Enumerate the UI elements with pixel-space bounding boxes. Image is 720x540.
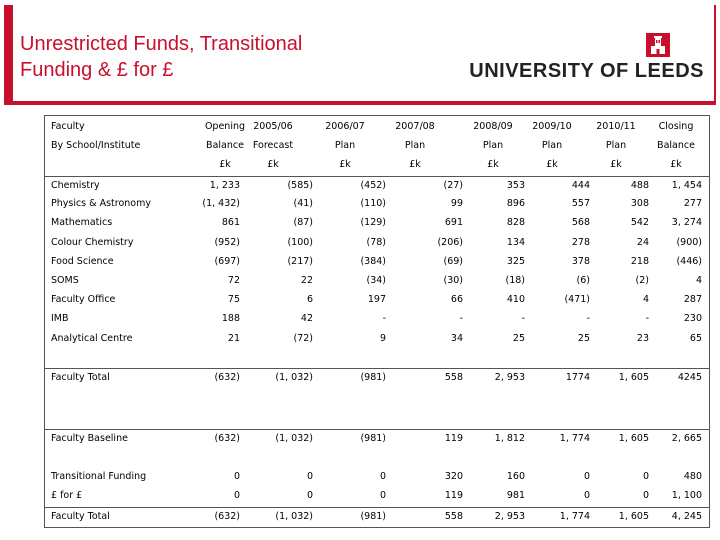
slide-title-line-2: Funding & £ for £: [20, 59, 174, 81]
slide-title-line-1: Unrestricted Funds, Transitional: [20, 33, 303, 55]
table-cell: (632): [214, 511, 240, 522]
table-cell: 188: [221, 313, 240, 325]
row-label: By School/Institute: [51, 140, 141, 151]
table-cell: 0: [583, 490, 590, 501]
column-header: 2005/06: [253, 121, 293, 132]
table-cell: 1, 605: [618, 511, 649, 522]
table-cell: 488: [630, 180, 649, 191]
table-cell: (217): [287, 255, 313, 267]
table-cell: 325: [506, 255, 525, 267]
tower-crest-icon: [645, 32, 671, 58]
table-cell: (110): [360, 198, 386, 210]
summary-row: [45, 468, 709, 486]
table-cell: 4, 245: [671, 511, 702, 522]
table-row: [45, 214, 709, 232]
table-cell: 0: [379, 490, 386, 501]
row-label: Transitional Funding: [51, 471, 147, 482]
table-cell: 6: [306, 294, 313, 306]
table-cell: (41): [293, 198, 313, 210]
table-cell: 320: [444, 471, 463, 482]
column-header: £k: [339, 159, 351, 170]
table-cell: 0: [642, 490, 649, 501]
table-cell: 24: [636, 236, 649, 248]
table-cell: 981: [506, 490, 525, 501]
column-header: Closing: [658, 121, 694, 132]
table-cell: 3, 274: [671, 217, 702, 229]
table-cell: 119: [444, 433, 463, 444]
table-cell: (2): [635, 275, 649, 286]
column-header: Opening: [204, 121, 246, 132]
table-cell: 1, 454: [671, 180, 702, 191]
table-cell: 278: [571, 236, 590, 248]
table-cell: 42: [300, 313, 313, 325]
table-row: [45, 330, 709, 348]
table-cell: (129): [360, 217, 386, 229]
table-cell: 22: [300, 275, 313, 286]
university-logo: [469, 30, 704, 90]
table-cell: (1, 032): [275, 433, 313, 444]
table-cell: 218: [630, 255, 649, 267]
table-cell: (632): [214, 372, 240, 383]
slide-title: [20, 31, 400, 83]
table-cell: (452): [360, 180, 386, 191]
table-row: [45, 291, 709, 309]
column-header: £k: [487, 159, 499, 170]
header-row: [45, 118, 709, 136]
table-cell: 896: [506, 198, 525, 210]
row-label: Chemistry: [51, 180, 100, 191]
table-cell: 308: [630, 198, 649, 210]
table-cell: (981): [360, 433, 386, 444]
table-cell: 65: [689, 332, 702, 344]
table-cell: 66: [450, 294, 463, 306]
table-cell: (72): [293, 332, 313, 344]
table-cell: 1, 774: [559, 511, 590, 522]
table-cell: 444: [571, 180, 590, 191]
column-header: Plan: [605, 140, 627, 151]
column-header: 2007/08: [395, 121, 435, 132]
table-cell: -: [459, 313, 463, 325]
table-cell: 2, 953: [494, 372, 525, 383]
row-label: £ for £: [51, 490, 83, 501]
column-header: Plan: [482, 140, 504, 151]
table-cell: 568: [571, 217, 590, 229]
summary-row: [45, 507, 709, 526]
table-cell: 287: [683, 294, 702, 306]
table-cell: (632): [214, 433, 240, 444]
table-cell: 34: [450, 332, 463, 344]
column-header: Forecast: [252, 140, 294, 151]
table-cell: 0: [306, 490, 313, 501]
table-cell: (27): [443, 180, 463, 191]
table-cell: 25: [512, 332, 525, 344]
column-header: Plan: [404, 140, 426, 151]
table-cell: (585): [287, 180, 313, 191]
row-label: Mathematics: [51, 217, 113, 229]
column-header: £k: [670, 159, 682, 170]
row-label: Analytical Centre: [51, 332, 133, 344]
table-cell: 0: [583, 471, 590, 482]
table-cell: (1, 032): [275, 372, 313, 383]
column-header: £k: [219, 159, 231, 170]
table-cell: 4: [642, 294, 649, 306]
table-cell: 353: [506, 180, 525, 191]
table-cell: 1, 605: [618, 372, 649, 383]
column-header: Balance: [206, 140, 244, 151]
faculty-total-row: [45, 368, 709, 387]
table-cell: 1774: [565, 372, 590, 383]
row-label: Faculty Baseline: [51, 433, 128, 444]
table-cell: 277: [683, 198, 702, 210]
column-header: £k: [610, 159, 622, 170]
table-cell: 1, 233: [209, 180, 240, 191]
table-cell: 21: [227, 332, 240, 344]
row-label: Faculty: [51, 121, 85, 132]
table-row: [45, 195, 709, 213]
table-cell: 861: [221, 217, 240, 229]
table-cell: 1, 812: [494, 433, 525, 444]
table-cell: 828: [506, 217, 525, 229]
table-cell: 0: [233, 471, 240, 482]
column-header: Plan: [541, 140, 563, 151]
column-header: Plan: [334, 140, 356, 151]
table-cell: 75: [227, 294, 240, 306]
column-header: Balance: [657, 140, 695, 151]
logo-wordmark: UNIVERSITY OF LEEDS: [469, 60, 704, 82]
table-cell: (30): [443, 275, 463, 286]
header-row: [45, 156, 709, 174]
table-cell: 0: [233, 490, 240, 501]
table-cell: (69): [443, 255, 463, 267]
table-cell: 2, 665: [671, 433, 702, 444]
table-cell: 119: [444, 490, 463, 501]
table-cell: 99: [450, 198, 463, 210]
table-row: [45, 310, 709, 328]
summary-row: [45, 429, 709, 448]
table-cell: (900): [676, 236, 702, 248]
table-cell: 230: [683, 313, 702, 325]
table-cell: (446): [676, 255, 702, 267]
table-cell: (78): [366, 236, 386, 248]
table-row: [45, 234, 709, 252]
row-label: Faculty Total: [51, 372, 110, 383]
table-cell: (471): [564, 294, 590, 306]
row-label: Colour Chemistry: [51, 236, 134, 248]
table-cell: 557: [571, 198, 590, 210]
table-cell: 25: [577, 332, 590, 344]
column-header: 2010/11: [596, 121, 636, 132]
header-row: [45, 137, 709, 155]
table-cell: (1, 432): [202, 198, 240, 210]
table-cell: 691: [444, 217, 463, 229]
table-cell: (18): [505, 275, 525, 286]
table-cell: (1, 032): [275, 511, 313, 522]
table-cell: (6): [576, 275, 590, 286]
table-cell: 378: [571, 255, 590, 267]
table-cell: 2, 953: [494, 511, 525, 522]
column-header: 2006/07: [325, 121, 365, 132]
table-cell: -: [586, 313, 590, 325]
table-cell: 0: [379, 471, 386, 482]
table-cell: 542: [630, 217, 649, 229]
table-cell: (206): [437, 236, 463, 248]
row-label: Faculty Total: [51, 511, 110, 522]
table-cell: 4: [695, 275, 702, 286]
row-label: SOMS: [51, 275, 79, 286]
table-cell: (34): [366, 275, 386, 286]
column-header: £k: [409, 159, 421, 170]
row-label: Faculty Office: [51, 294, 116, 306]
table-cell: 72: [227, 275, 240, 286]
column-header: £k: [546, 159, 558, 170]
table-cell: (981): [360, 372, 386, 383]
table-cell: 9: [379, 332, 386, 344]
table-row: [45, 272, 709, 290]
table-cell: 0: [306, 471, 313, 482]
table-cell: 558: [444, 511, 463, 522]
table-cell: (952): [214, 236, 240, 248]
table-cell: -: [521, 313, 525, 325]
table-cell: 197: [367, 294, 386, 306]
row-label: Physics & Astronomy: [51, 198, 151, 210]
funding-table: [44, 115, 710, 528]
table-cell: 1, 605: [618, 433, 649, 444]
table-cell: 160: [506, 471, 525, 482]
table-cell: (981): [360, 511, 386, 522]
table-cell: 0: [642, 471, 649, 482]
table-cell: 480: [683, 471, 702, 482]
table-cell: 23: [636, 332, 649, 344]
table-row: [45, 253, 709, 271]
table-cell: (100): [287, 236, 313, 248]
table-cell: 1, 774: [559, 433, 590, 444]
column-header: 2008/09: [473, 121, 513, 132]
table-row: [45, 176, 709, 195]
summary-row: [45, 487, 709, 505]
row-label: Food Science: [51, 255, 114, 267]
table-cell: 4245: [677, 372, 702, 383]
column-header: £k: [267, 159, 279, 170]
table-cell: 558: [444, 372, 463, 383]
column-header: 2009/10: [532, 121, 572, 132]
table-cell: (87): [293, 217, 313, 229]
table-cell: -: [645, 313, 649, 325]
table-cell: 1, 100: [671, 490, 702, 501]
table-cell: (384): [360, 255, 386, 267]
table-cell: 134: [506, 236, 525, 248]
row-label: IMB: [51, 313, 69, 325]
table-cell: -: [382, 313, 386, 325]
table-cell: (697): [214, 255, 240, 267]
table-cell: 410: [506, 294, 525, 306]
